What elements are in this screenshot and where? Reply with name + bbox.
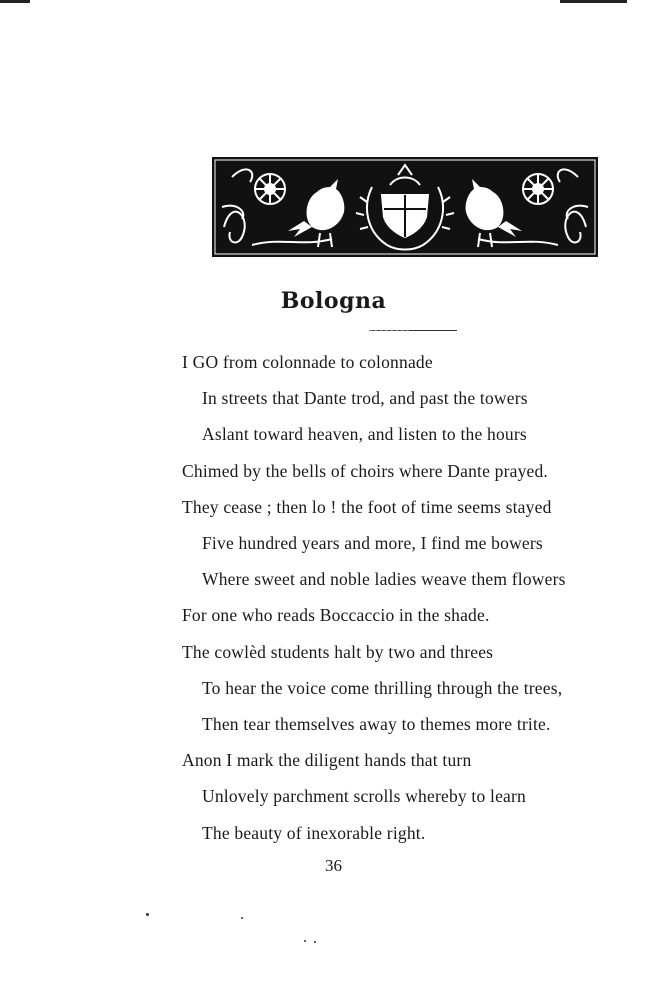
title-rule: [369, 330, 457, 331]
poem-line: Anon I mark the diligent hands that turn: [182, 750, 472, 770]
poem-line: The beauty of inexorable right.: [202, 823, 426, 843]
top-edge-mark: [0, 0, 30, 3]
rosette-right: [523, 174, 553, 204]
poem-line: Chimed by the bells of choirs where Dante prayed.: [182, 461, 549, 481]
poem-line: They cease ; then lo ! the foot of time seems stayed: [182, 497, 552, 517]
poem-line: To hear the voice come thrilling through the trees,: [202, 678, 563, 698]
poem-line: Then tear themselves away to themes more trite.: [202, 714, 551, 734]
print-speck: [146, 913, 149, 916]
poem-line: Aslant toward heaven, and listen to the hours: [202, 424, 527, 444]
poem-line: For one who reads Boccaccio in the shade.: [182, 605, 490, 625]
print-speck: [304, 940, 306, 942]
poem-line: The cowlèd students halt by two and threes: [182, 642, 494, 662]
poem-line: In streets that Dante trod, and past the towers: [202, 388, 528, 408]
poem-line: Unlovely parchment scrolls whereby to learn: [202, 786, 526, 806]
rosette-left: [255, 174, 285, 204]
print-speck: [314, 941, 316, 943]
page-number: 36: [325, 856, 342, 875]
decorative-headpiece: [212, 157, 598, 257]
top-edge-mark: [560, 0, 627, 3]
poem-line: Five hundred years and more, I find me bowers: [202, 533, 543, 553]
poem-title: Bologna: [280, 288, 387, 314]
print-speck: [241, 917, 243, 919]
poem-line: Where sweet and noble ladies weave them flowers: [202, 569, 566, 589]
poem-line: I GO from colonnade to colonnade: [182, 352, 433, 372]
